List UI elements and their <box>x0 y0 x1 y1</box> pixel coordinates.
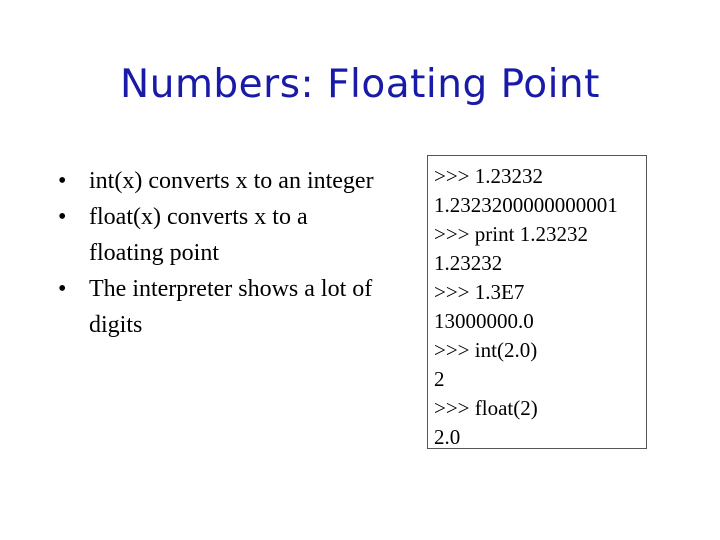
console-line: >>> 1.23232 <box>434 164 544 188</box>
bullet-dot-icon: • <box>58 204 67 230</box>
bullet-text: float(x) converts x to a floating point <box>89 204 308 266</box>
bullet-item <box>58 163 388 199</box>
console-line: 2.0 <box>434 425 461 449</box>
bullet-item <box>58 199 388 271</box>
bullet-dot-icon: • <box>58 168 67 194</box>
bullet-text: The interpreter shows a lot of digits <box>89 276 373 338</box>
console-line: 2 <box>434 367 445 391</box>
console-line: >>> float(2) <box>434 396 538 420</box>
console-line: >>> print 1.23232 <box>434 222 588 246</box>
console-line: 13000000.0 <box>434 309 534 333</box>
bullet-list <box>58 163 388 343</box>
interpreter-console-box <box>427 155 647 449</box>
console-line: 1.23232 <box>434 251 503 275</box>
bullet-text: int(x) converts x to an integer <box>89 168 374 194</box>
bullet-dot-icon: • <box>58 276 67 302</box>
slide-title: Numbers: Floating Point <box>120 62 600 107</box>
console-line: >>> int(2.0) <box>434 338 538 362</box>
bullet-item <box>58 271 388 343</box>
console-line: >>> 1.3E7 <box>434 280 525 304</box>
console-line: 1.2323200000000001 <box>434 193 618 217</box>
